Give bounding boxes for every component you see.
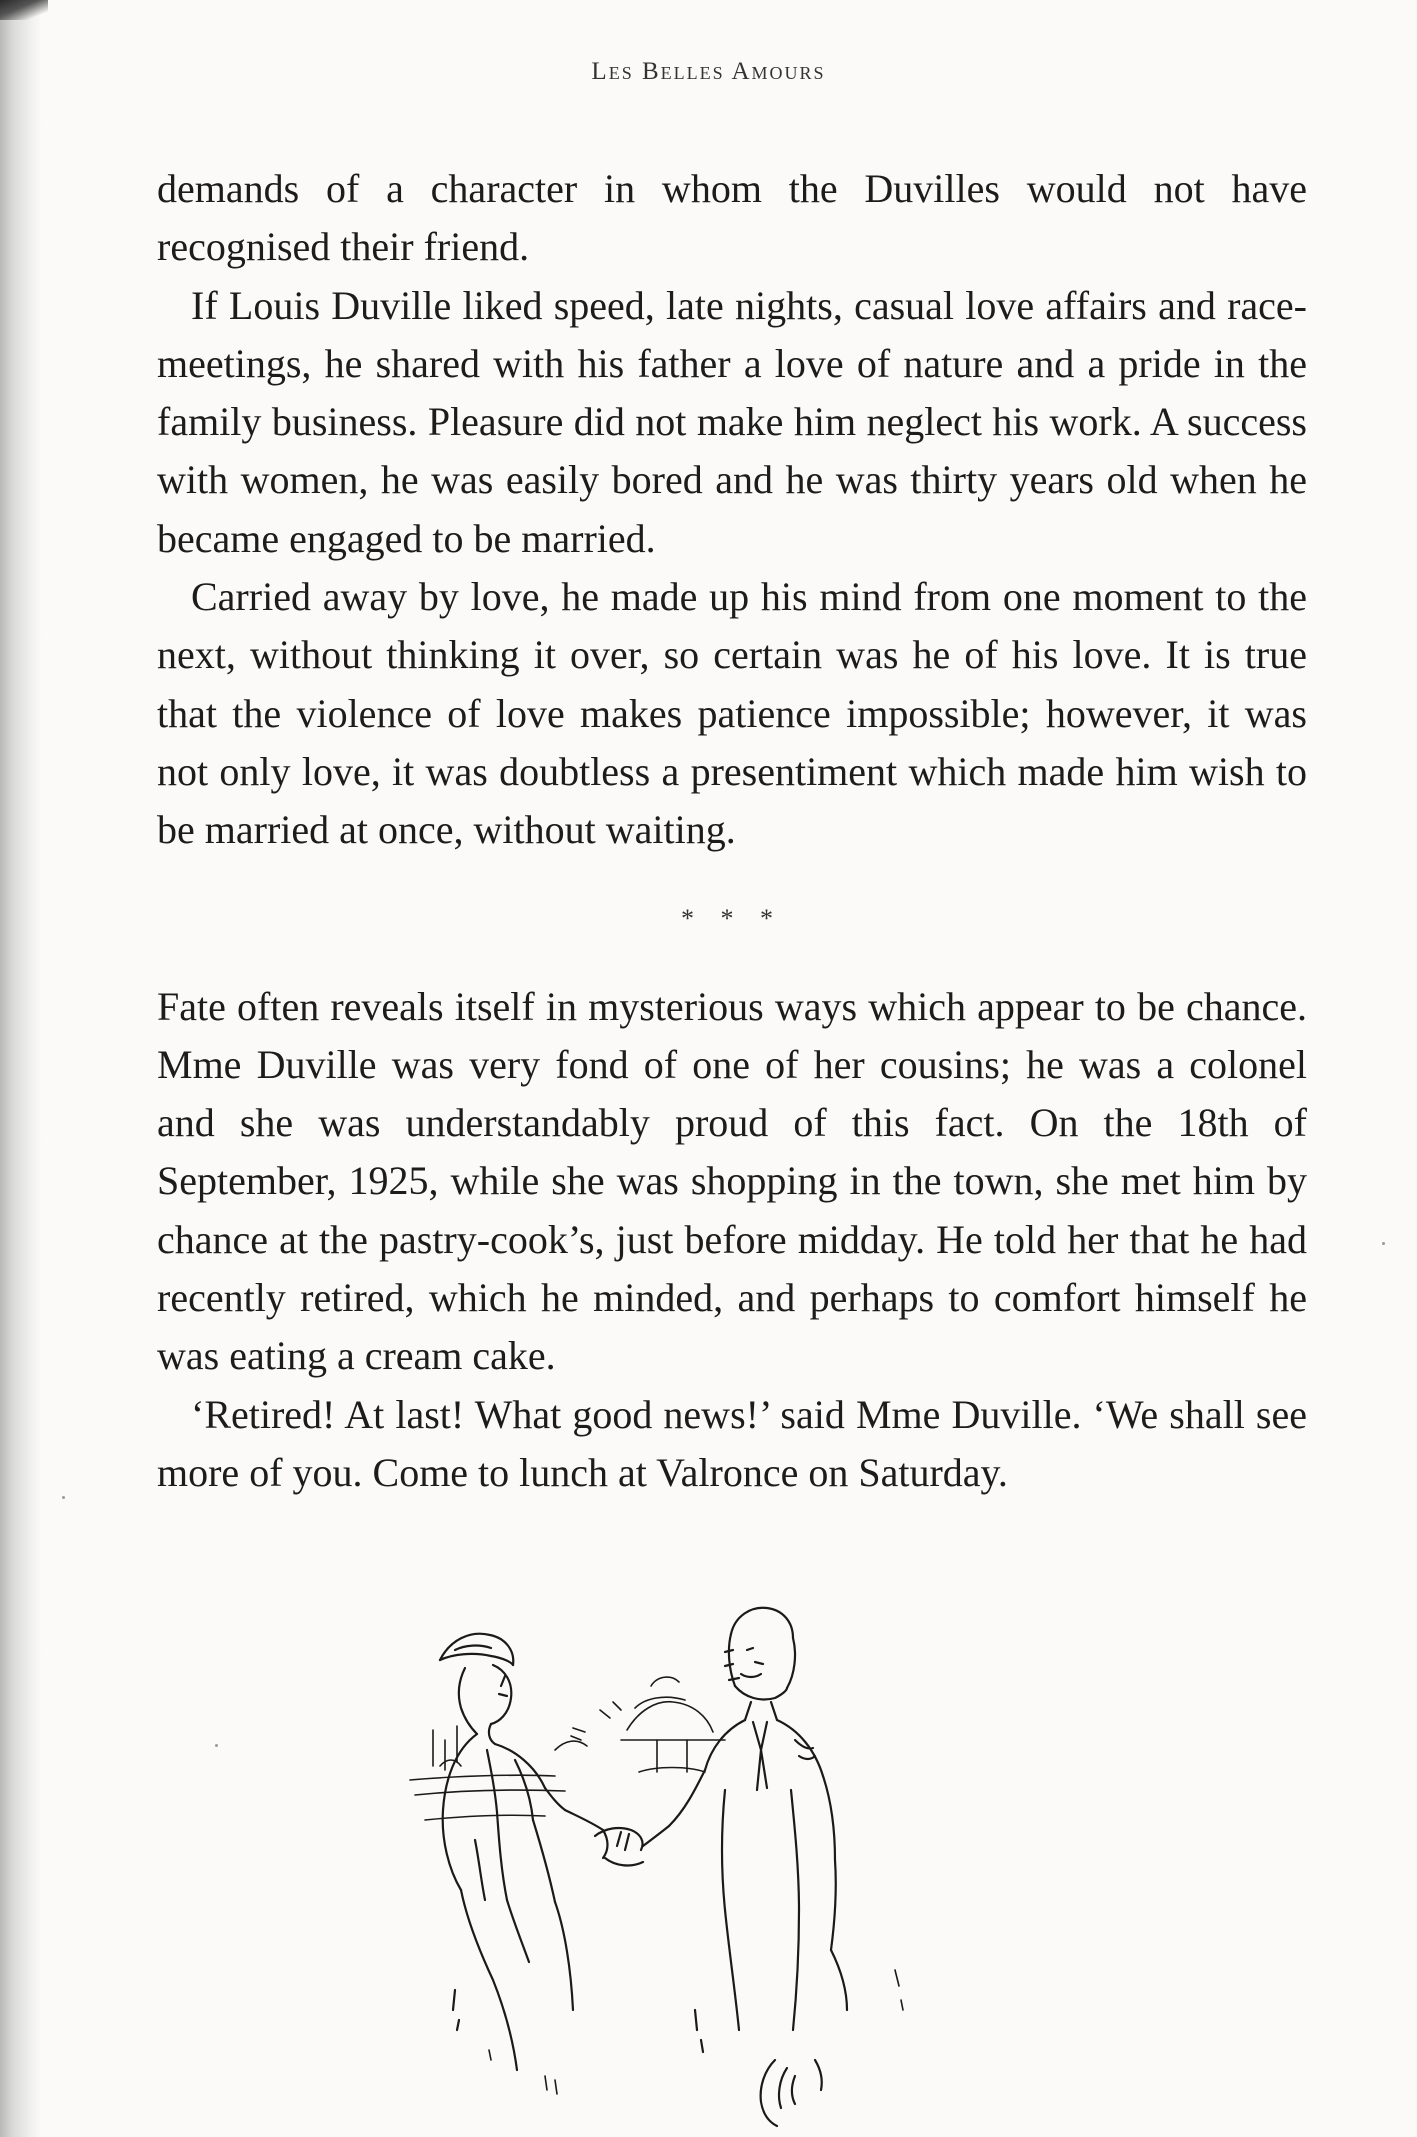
running-head: Les Belles Amours — [591, 58, 826, 85]
paragraph: If Louis Duville liked speed, late nights, casual love affairs and race-meetings, he shared with his father a love of nature and a pride in the family business. Pleasure did not make him neglect his work. A success with women, he was easily bored and he was thirty years old when he became engaged to be married. — [157, 282, 1307, 561]
scan-speck — [1382, 1242, 1385, 1245]
scan-speck — [215, 1744, 218, 1747]
pastry-shop-sketch-illustration — [395, 1590, 965, 2137]
paragraph: Carried away by love, he made up his mind from one moment to the next, without thinking it over, so certain was he of his love. It is true that the violence of love makes patience impossible; however, it was not only love, it was doubtless a presentiment which made him wish to be married at once, without waiting. — [157, 574, 1307, 853]
sketch-background — [410, 1677, 725, 1820]
paragraph: Fate often reveals itself in mysterious ways which appear to be chance. Mme Duville was very fond of one of her cousins; he was a colonel and she was understandably proud of this fact. On the 18th of September, 1925, while she was shopping in the town, she met him by chance at the pastry-cook’s, just before midday. He told her that he had recently retired, which he minded, and perhaps to comfort himself he was eating a cream cake. — [157, 983, 1307, 1379]
section-break-asterisks: * * * — [681, 903, 783, 933]
scan-speck — [62, 1496, 65, 1499]
sketch-floor-marks — [489, 1970, 903, 2094]
woman-figure — [440, 1634, 608, 2070]
page-gutter-shadow — [0, 0, 42, 2137]
clasped-hands — [595, 1828, 643, 1865]
colonel-figure — [643, 1608, 847, 2126]
scan-corner-mark — [0, 0, 48, 20]
paragraph: ‘Retired! At last! What good news!’ said Mme Duville. ‘We shall see more of you. Come to lunch at Valronce on Saturday. — [157, 1391, 1307, 1495]
body-text — [157, 160, 1307, 1502]
paragraph: demands of a character in whom the Duvilles would not have recognised their friend. — [157, 166, 1307, 270]
